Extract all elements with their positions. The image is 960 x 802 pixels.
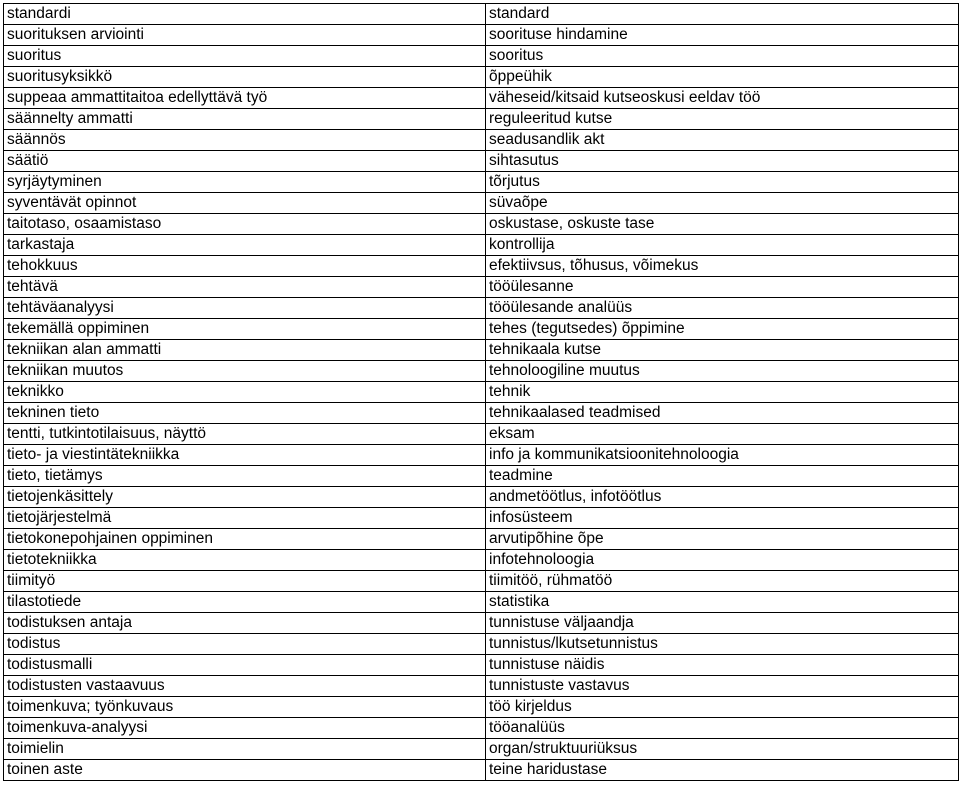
finnish-term-cell: todistuksen antaja [4, 613, 486, 634]
estonian-term-cell: eksam [486, 424, 959, 445]
table-row [4, 571, 959, 592]
finnish-term-cell: tentti, tutkintotilaisuus, näyttö [4, 424, 486, 445]
table-row [4, 655, 959, 676]
finnish-term-cell: tehtävä [4, 277, 486, 298]
finnish-term-cell: tilastotiede [4, 592, 486, 613]
table-row [4, 445, 959, 466]
estonian-term-cell: oskustase, oskuste tase [486, 214, 959, 235]
estonian-term-cell: infosüsteem [486, 508, 959, 529]
table-row [4, 382, 959, 403]
table-row [4, 151, 959, 172]
finnish-term-cell: säännös [4, 130, 486, 151]
finnish-term-cell: tehokkuus [4, 256, 486, 277]
estonian-term-cell: teine haridustase [486, 760, 959, 781]
table-row [4, 760, 959, 781]
finnish-term-cell: tekninen tieto [4, 403, 486, 424]
estonian-term-cell: sihtasutus [486, 151, 959, 172]
table-row [4, 4, 959, 25]
finnish-term-cell: syventävät opinnot [4, 193, 486, 214]
estonian-term-cell: standard [486, 4, 959, 25]
table-row [4, 46, 959, 67]
finnish-term-cell: teknikko [4, 382, 486, 403]
estonian-term-cell: tehes (tegutsedes) õppimine [486, 319, 959, 340]
finnish-term-cell: standardi [4, 4, 486, 25]
finnish-term-cell: toimenkuva; työnkuvaus [4, 697, 486, 718]
finnish-term-cell: taitotaso, osaamistaso [4, 214, 486, 235]
estonian-term-cell: väheseid/kitsaid kutseoskusi eeldav töö [486, 88, 959, 109]
estonian-term-cell: tööülesande analüüs [486, 298, 959, 319]
estonian-term-cell: teadmine [486, 466, 959, 487]
table-row [4, 298, 959, 319]
estonian-term-cell: statistika [486, 592, 959, 613]
table-row [4, 256, 959, 277]
table-row [4, 130, 959, 151]
estonian-term-cell: tööanalüüs [486, 718, 959, 739]
estonian-term-cell: tõrjutus [486, 172, 959, 193]
table-row [4, 403, 959, 424]
finnish-term-cell: tekemällä oppiminen [4, 319, 486, 340]
table-row [4, 550, 959, 571]
finnish-term-cell: tietokonepohjainen oppiminen [4, 529, 486, 550]
estonian-term-cell: töö kirjeldus [486, 697, 959, 718]
table-row [4, 214, 959, 235]
table-row [4, 739, 959, 760]
estonian-term-cell: tunnistus/lkutsetunnistus [486, 634, 959, 655]
estonian-term-cell: süvaõpe [486, 193, 959, 214]
estonian-term-cell: tehnoloogiline muutus [486, 361, 959, 382]
estonian-term-cell: organ/struktuuriüksus [486, 739, 959, 760]
table-row [4, 592, 959, 613]
estonian-term-cell: andmetöötlus, infotöötlus [486, 487, 959, 508]
table-row [4, 88, 959, 109]
table-row [4, 487, 959, 508]
finnish-term-cell: säätiö [4, 151, 486, 172]
estonian-term-cell: info ja kommunikatsioonitehnoloogia [486, 445, 959, 466]
table-row [4, 634, 959, 655]
table-row [4, 676, 959, 697]
estonian-term-cell: reguleeritud kutse [486, 109, 959, 130]
table-row [4, 466, 959, 487]
estonian-term-cell: tunnistuse näidis [486, 655, 959, 676]
finnish-term-cell: suoritus [4, 46, 486, 67]
glossary-table [3, 3, 959, 781]
estonian-term-cell: tehnikaala kutse [486, 340, 959, 361]
estonian-term-cell: arvutipõhine õpe [486, 529, 959, 550]
finnish-term-cell: tarkastaja [4, 235, 486, 256]
table-row [4, 529, 959, 550]
table-row [4, 424, 959, 445]
finnish-term-cell: tieto- ja viestintätekniikka [4, 445, 486, 466]
finnish-term-cell: tekniikan muutos [4, 361, 486, 382]
estonian-term-cell: õppeühik [486, 67, 959, 88]
estonian-term-cell: tiimitöö, rühmatöö [486, 571, 959, 592]
table-row [4, 193, 959, 214]
table-row [4, 277, 959, 298]
table-row [4, 508, 959, 529]
finnish-term-cell: suppeaa ammattitaitoa edellyttävä työ [4, 88, 486, 109]
finnish-term-cell: tietojärjestelmä [4, 508, 486, 529]
estonian-term-cell: tunnistuse väljaandja [486, 613, 959, 634]
finnish-term-cell: tieto, tietämys [4, 466, 486, 487]
finnish-term-cell: todistusten vastaavuus [4, 676, 486, 697]
table-row [4, 361, 959, 382]
estonian-term-cell: tööülesanne [486, 277, 959, 298]
finnish-term-cell: tehtäväanalyysi [4, 298, 486, 319]
table-row [4, 697, 959, 718]
finnish-term-cell: todistusmalli [4, 655, 486, 676]
estonian-term-cell: soorituse hindamine [486, 25, 959, 46]
finnish-term-cell: tekniikan alan ammatti [4, 340, 486, 361]
table-row [4, 613, 959, 634]
glossary-body [4, 4, 959, 781]
finnish-term-cell: suoritusyksikkö [4, 67, 486, 88]
finnish-term-cell: todistus [4, 634, 486, 655]
table-row [4, 172, 959, 193]
table-row [4, 319, 959, 340]
table-row [4, 718, 959, 739]
estonian-term-cell: sooritus [486, 46, 959, 67]
estonian-term-cell: tehnikaalased teadmised [486, 403, 959, 424]
finnish-term-cell: suorituksen arviointi [4, 25, 486, 46]
estonian-term-cell: tehnik [486, 382, 959, 403]
estonian-term-cell: infotehnoloogia [486, 550, 959, 571]
table-row [4, 109, 959, 130]
estonian-term-cell: efektiivsus, tõhusus, võimekus [486, 256, 959, 277]
finnish-term-cell: toinen aste [4, 760, 486, 781]
finnish-term-cell: toimielin [4, 739, 486, 760]
estonian-term-cell: seadusandlik akt [486, 130, 959, 151]
table-row [4, 25, 959, 46]
finnish-term-cell: toimenkuva-analyysi [4, 718, 486, 739]
finnish-term-cell: tietotekniikka [4, 550, 486, 571]
table-row [4, 340, 959, 361]
finnish-term-cell: säännelty ammatti [4, 109, 486, 130]
table-row [4, 235, 959, 256]
estonian-term-cell: kontrollija [486, 235, 959, 256]
finnish-term-cell: tiimityö [4, 571, 486, 592]
estonian-term-cell: tunnistuste vastavus [486, 676, 959, 697]
finnish-term-cell: syrjäytyminen [4, 172, 486, 193]
table-row [4, 67, 959, 88]
finnish-term-cell: tietojenkäsittely [4, 487, 486, 508]
